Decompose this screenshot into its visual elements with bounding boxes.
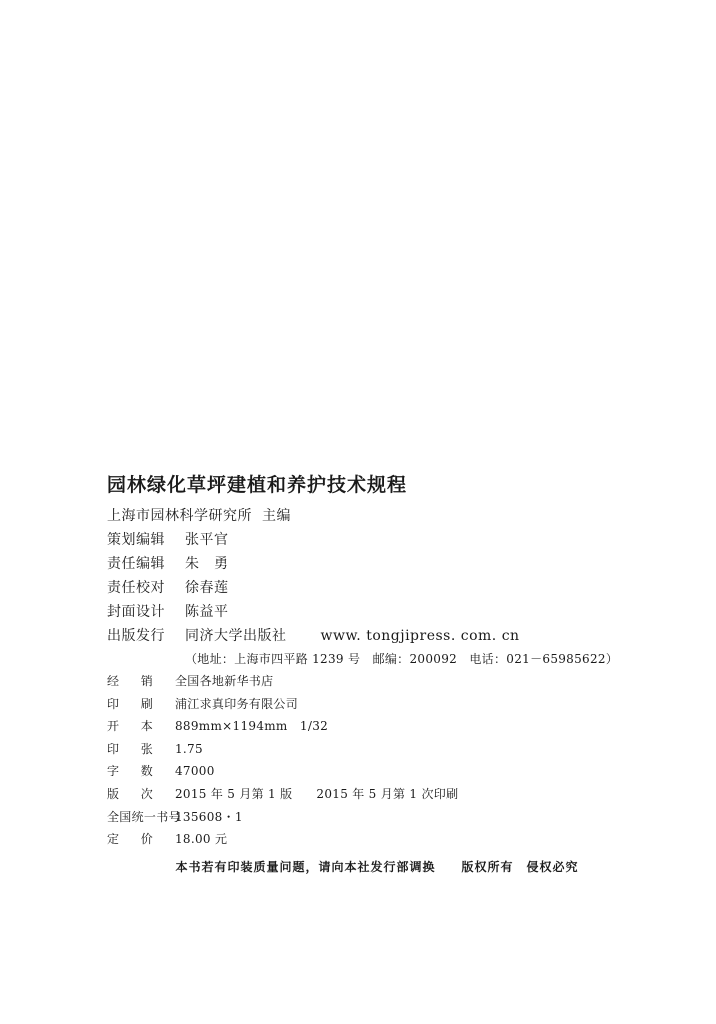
publisher-address: （地址：上海市四平路 1239 号 邮编：200092 电话：021－65985622） <box>185 652 619 666</box>
credit-row <box>107 552 667 576</box>
credit-role: 责任校对 <box>107 580 165 596</box>
publisher-row <box>107 624 667 648</box>
spec-price <box>107 828 667 851</box>
spec-label: 全国统一书号 <box>107 809 181 824</box>
credit-value: 陈益平 <box>185 604 229 620</box>
quality-notice: 本书若有印装质量问题，请向本社发行部调换 <box>175 860 436 874</box>
spec-printing <box>107 693 667 716</box>
publisher-role: 出版发行 <box>107 628 165 644</box>
credit-row <box>107 528 667 552</box>
edition-value: 2015 年 5 月第 1 版 <box>175 786 293 801</box>
credit-row <box>107 576 667 600</box>
credit-value: 朱 勇 <box>185 556 229 572</box>
credit-role: 封面设计 <box>107 604 165 620</box>
footer-notice <box>107 858 647 875</box>
spec-edition <box>107 783 667 806</box>
chief-editor-line <box>107 504 667 528</box>
credit-row <box>107 600 667 624</box>
editor-organization: 上海市园林科学研究所 <box>107 508 252 524</box>
spec-value: 浦江求真印务有限公司 <box>175 696 299 711</box>
spec-label: 版 次 <box>107 786 153 801</box>
publisher-website: www. tongjipress. com. cn <box>320 628 520 644</box>
spec-label: 印 张 <box>107 741 153 756</box>
spec-value: 1.75 <box>175 741 203 756</box>
spec-isbn <box>107 806 667 829</box>
spec-distribution <box>107 670 667 693</box>
spec-label: 经 销 <box>107 674 153 688</box>
credit-value: 徐春莲 <box>185 580 229 596</box>
printing-value: 2015 年 5 月第 1 次印刷 <box>316 786 459 801</box>
spec-words <box>107 760 667 783</box>
copyright-page <box>107 472 667 851</box>
spec-value: 889mm×1194mm 1/32 <box>175 719 329 734</box>
spec-format <box>107 715 667 738</box>
credit-role: 策划编辑 <box>107 532 165 548</box>
credit-role: 责任编辑 <box>107 556 165 572</box>
spec-label: 字 数 <box>107 764 153 779</box>
spec-label: 印 刷 <box>107 696 153 711</box>
spec-value: 47000 <box>175 764 215 779</box>
spec-sheets <box>107 738 667 761</box>
spec-value: 全国各地新华书店 <box>175 674 274 688</box>
spec-value: 18.00 元 <box>175 832 228 847</box>
spec-value: 135608・1 <box>175 809 243 824</box>
publisher-name: 同济大学出版社 <box>185 628 287 644</box>
credit-value: 张平官 <box>185 532 229 548</box>
copyright-notice: 版权所有 侵权必究 <box>461 860 579 874</box>
spec-label: 定 价 <box>107 832 153 847</box>
editor-role: 主编 <box>262 508 291 524</box>
book-title: 园林绿化草坪建植和养护技术规程 <box>107 474 408 496</box>
spec-label: 开 本 <box>107 719 153 734</box>
